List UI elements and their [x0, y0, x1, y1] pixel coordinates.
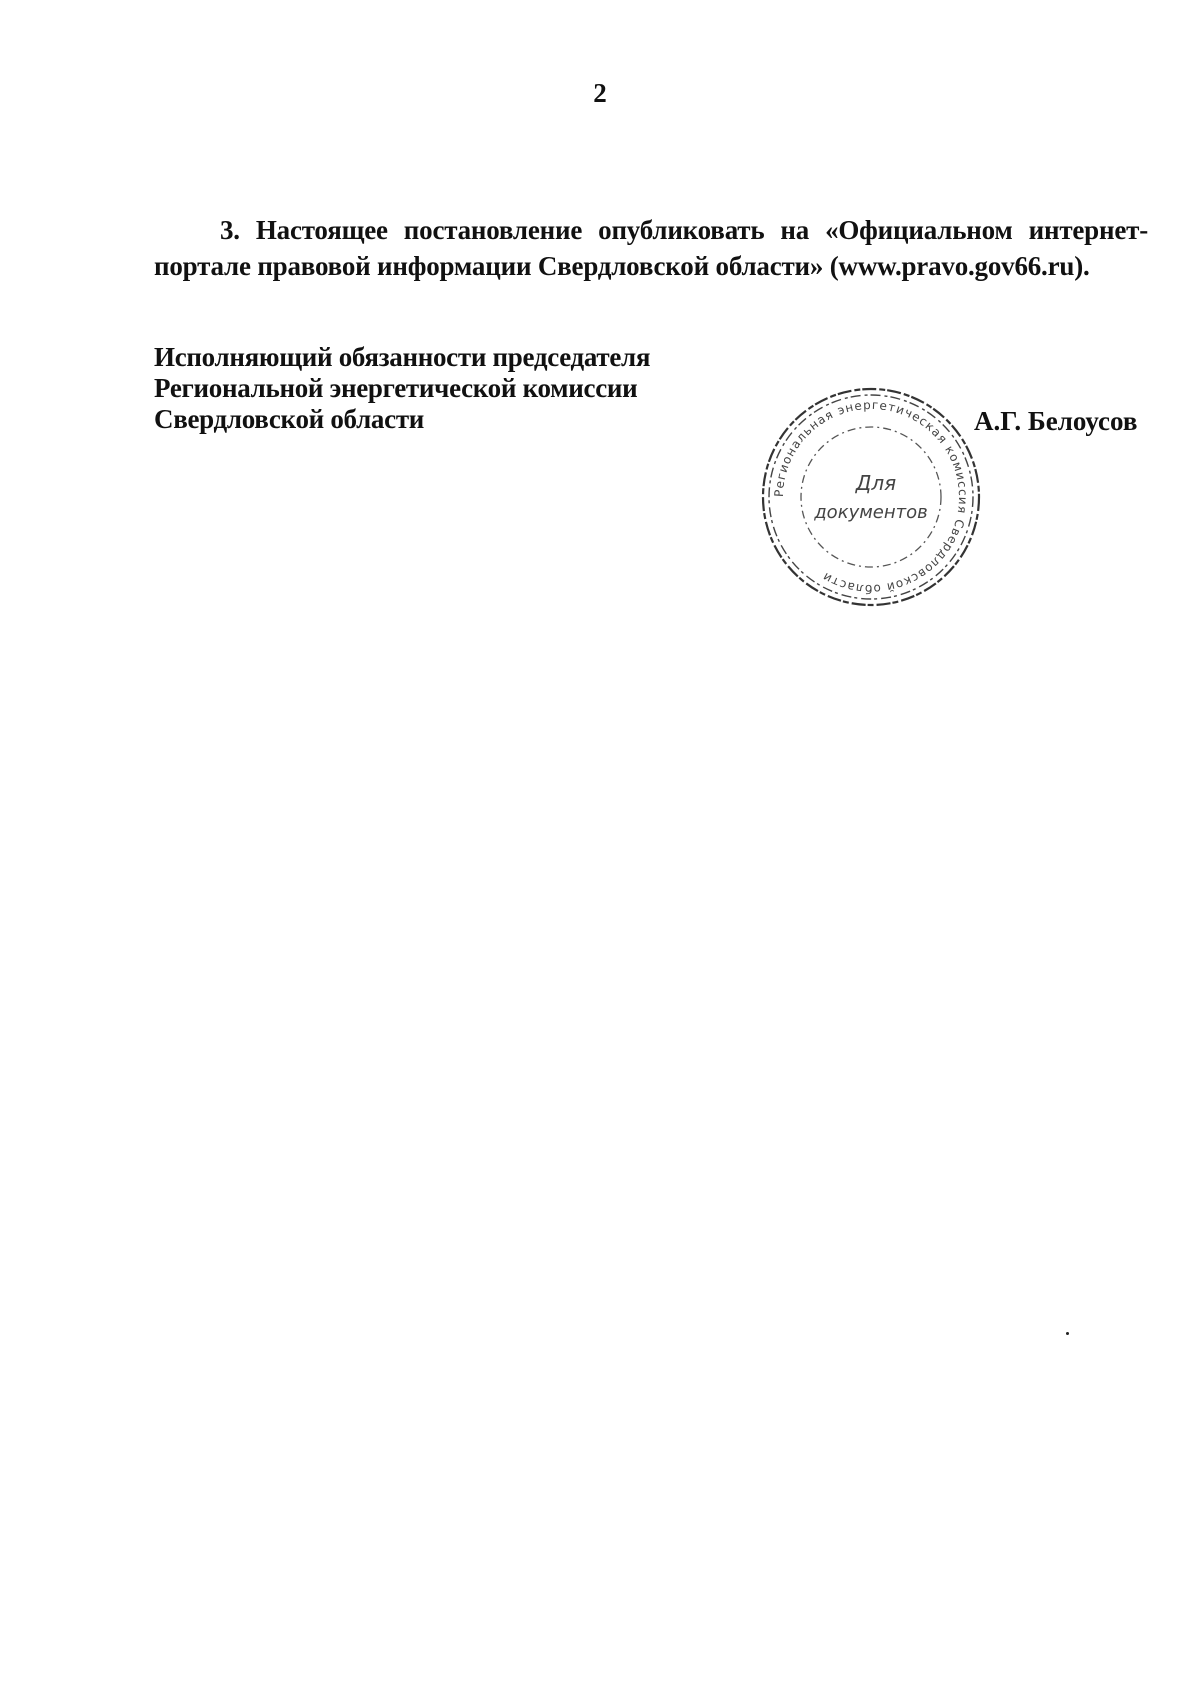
signature-block — [154, 342, 650, 435]
stamp-center-line-2: документов — [814, 502, 928, 523]
official-seal-stamp — [758, 384, 984, 610]
paragraph-publication: 3. Настоящее постановление опубликовать на «Официальном интернет-портале правовой информации Свердловской области» (www.pravo.gov66.ru). — [154, 215, 1148, 281]
signer-name: А.Г. Белоусов — [974, 406, 1138, 436]
signatory-title-line-3: Свердловской области — [154, 404, 425, 434]
stamp-center-line-1: Для — [855, 471, 897, 495]
scan-artifact-dot — [1066, 1332, 1069, 1335]
page-number: 2 — [593, 78, 607, 108]
signatory-title-line-1: Исполняющий обязанности председателя — [154, 342, 651, 372]
signatory-title-line-2: Региональной энергетической комиссии — [154, 373, 638, 403]
stamp-ring-text: Региональная энергетическая комиссия Свердловской области — [771, 397, 971, 597]
